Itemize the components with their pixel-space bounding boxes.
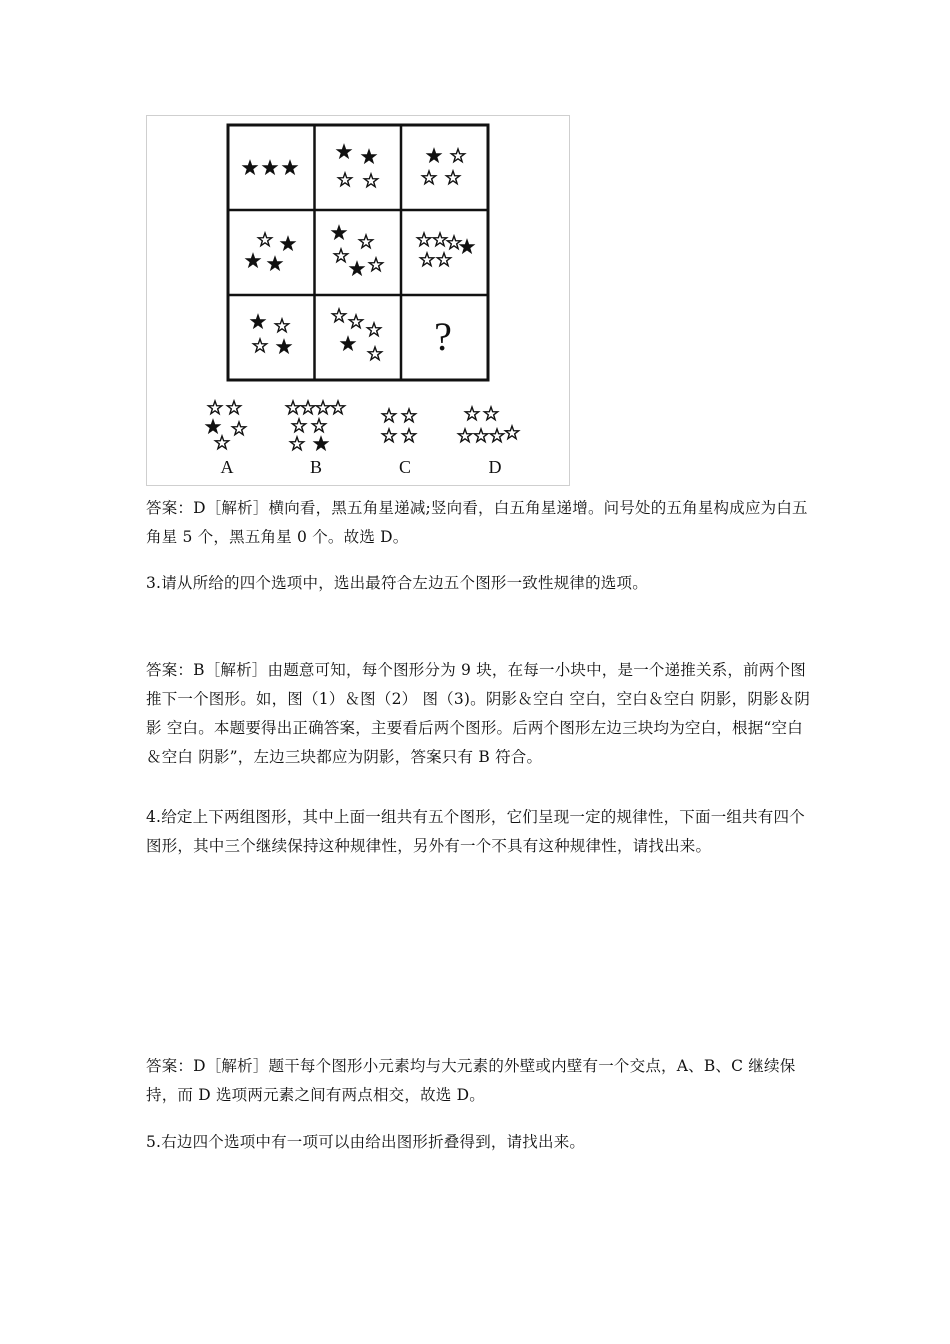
black-star-icon bbox=[341, 337, 354, 350]
black-star-icon bbox=[243, 161, 256, 174]
white-star-icon bbox=[437, 253, 450, 266]
cell-r1c2 bbox=[337, 145, 377, 187]
option-label-b: B bbox=[309, 457, 323, 477]
white-star-icon bbox=[364, 174, 377, 187]
white-star-icon bbox=[465, 407, 478, 420]
white-star-icon bbox=[215, 436, 228, 449]
white-star-icon bbox=[332, 309, 345, 322]
white-star-icon bbox=[338, 173, 351, 186]
cell-r1c3 bbox=[422, 149, 464, 184]
star-puzzle-figure bbox=[146, 115, 570, 486]
white-star-icon bbox=[417, 233, 430, 246]
black-star-icon bbox=[427, 149, 440, 162]
option-a-stars bbox=[206, 401, 245, 449]
white-star-icon bbox=[334, 249, 347, 262]
white-star-icon bbox=[232, 422, 245, 435]
option-b-stars bbox=[286, 401, 344, 450]
white-star-icon bbox=[451, 149, 464, 162]
white-star-icon bbox=[227, 401, 240, 414]
black-star-icon bbox=[460, 240, 473, 253]
white-star-icon bbox=[402, 409, 415, 422]
question-mark: ? bbox=[434, 314, 452, 359]
white-star-icon bbox=[458, 429, 471, 442]
black-star-icon bbox=[206, 420, 219, 433]
question-3-text: 3.请从所给的四个选项中，选出最符合左边五个图形一致性规律的选项。 bbox=[146, 574, 648, 592]
white-star-icon bbox=[290, 437, 303, 450]
white-star-icon bbox=[402, 429, 415, 442]
white-star-icon bbox=[275, 319, 288, 332]
white-star-icon bbox=[490, 429, 503, 442]
option-c-stars bbox=[382, 409, 415, 442]
cell-r3c1 bbox=[251, 315, 290, 353]
white-star-icon bbox=[369, 258, 382, 271]
white-star-icon bbox=[484, 407, 497, 420]
black-star-icon bbox=[246, 254, 259, 267]
white-star-icon bbox=[382, 409, 395, 422]
cell-r2c2 bbox=[332, 226, 382, 275]
white-star-icon bbox=[301, 401, 314, 414]
black-star-icon bbox=[268, 257, 281, 270]
question-5-text: 5.右边四个选项中有一项可以由给出图形折叠得到，请找出来。 bbox=[146, 1133, 586, 1151]
black-star-icon bbox=[251, 315, 264, 328]
white-star-icon bbox=[312, 419, 325, 432]
white-star-icon bbox=[253, 339, 266, 352]
star-puzzle-svg bbox=[147, 116, 569, 485]
black-star-icon bbox=[277, 340, 290, 353]
white-star-icon bbox=[446, 171, 459, 184]
white-star-icon bbox=[382, 429, 395, 442]
cell-r3c2 bbox=[332, 309, 381, 360]
cell-r1c1 bbox=[243, 161, 296, 174]
white-star-icon bbox=[208, 401, 221, 414]
option-label-d: D bbox=[488, 457, 502, 477]
option-label-c: C bbox=[398, 457, 412, 477]
question-4-text: 4.给定上下两组图形，其中上面一组共有五个图形，它们呈现一定的规律性，下面一组共有四个图形，其中三个继续保持这种规律性，另外有一个不具有这种规律性，请找出来。 bbox=[146, 808, 805, 855]
white-star-icon bbox=[367, 323, 380, 336]
white-star-icon bbox=[368, 347, 381, 360]
black-star-icon bbox=[314, 437, 327, 450]
white-star-icon bbox=[422, 171, 435, 184]
white-star-icon bbox=[447, 236, 460, 249]
white-star-icon bbox=[349, 315, 362, 328]
cell-r3c3 bbox=[434, 314, 452, 359]
answer-3-text: 答案：B［解析］由题意可知，每个图形分为 9 块，在每一小块中，是一个递推关系，前两个图推下一个图形。如，图（1）＆图（2） 图（3)。阴影＆空白 空白，空白＆空白 阴影，阴影＆阴影 空白。本题要得出正确答案，主要看后两个图形。后两个图形左边三块均为空白，根据“空白＆空白 阴影”，左边三块都应为阴影，答案只有 B 符合。 bbox=[146, 661, 811, 766]
black-star-icon bbox=[337, 145, 350, 158]
option-d-stars bbox=[458, 407, 518, 442]
white-star-icon bbox=[286, 401, 299, 414]
black-star-icon bbox=[350, 262, 363, 275]
white-star-icon bbox=[331, 401, 344, 414]
black-star-icon bbox=[362, 150, 375, 163]
white-star-icon bbox=[316, 401, 329, 414]
black-star-icon bbox=[263, 161, 276, 174]
cell-r2c1 bbox=[246, 233, 294, 270]
white-star-icon bbox=[420, 253, 433, 266]
black-star-icon bbox=[332, 226, 345, 239]
cell-r2c3 bbox=[417, 233, 473, 266]
white-star-icon bbox=[292, 419, 305, 432]
answer-2-text: 答案：D［解析］横向看，黑五角星递减;竖向看，白五角星递增。问号处的五角星构成应为白五角星 5 个，黑五角星 0 个。故选 D。 bbox=[146, 499, 808, 546]
answer-4-text: 答案：D［解析］题干每个图形小元素均与大元素的外壁或内壁有一个交点，A、B、C 继续保持，而 D 选项两元素之间有两点相交，故选 D。 bbox=[146, 1057, 796, 1104]
white-star-icon bbox=[474, 429, 487, 442]
white-star-icon bbox=[359, 235, 372, 248]
black-star-icon bbox=[283, 161, 296, 174]
white-star-icon bbox=[433, 233, 446, 246]
option-label-a: A bbox=[220, 457, 234, 477]
white-star-icon bbox=[505, 426, 518, 439]
black-star-icon bbox=[281, 237, 294, 250]
white-star-icon bbox=[258, 233, 271, 246]
